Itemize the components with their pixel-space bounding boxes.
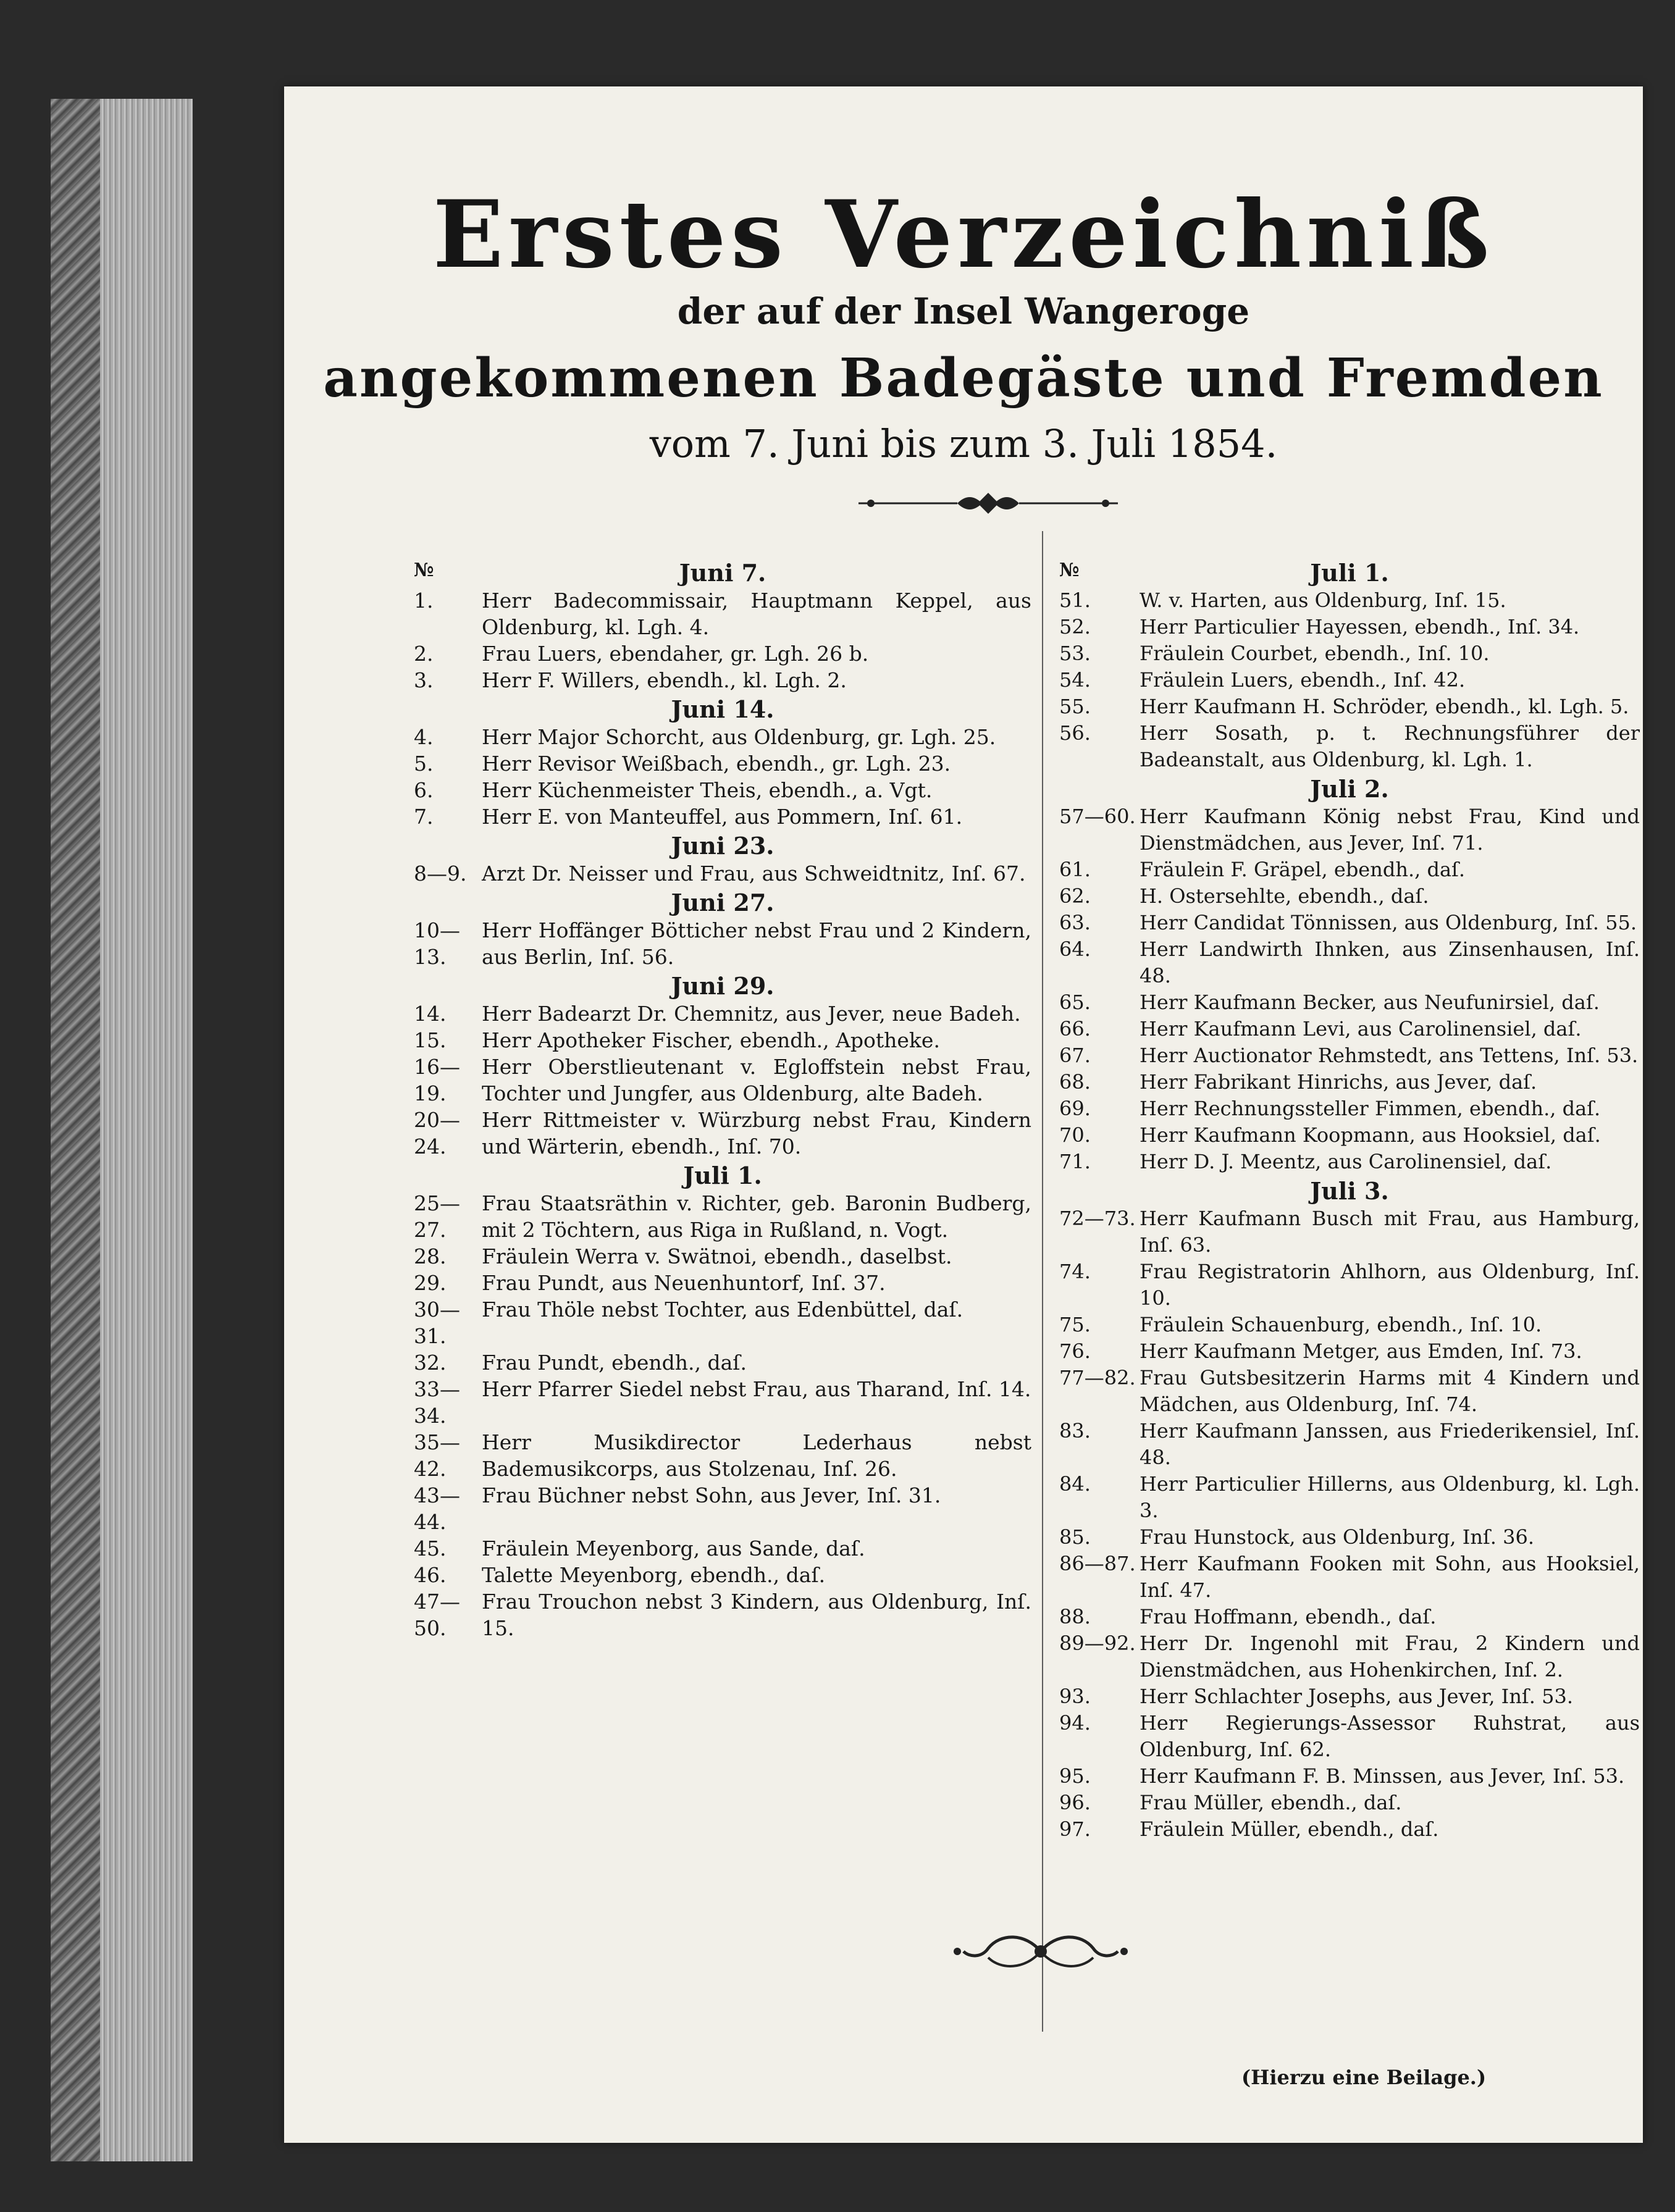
guest-entry bbox=[1059, 640, 1640, 667]
guest-entry bbox=[1059, 1365, 1640, 1418]
guest-entry bbox=[1059, 587, 1640, 614]
entry-number: 45. bbox=[414, 1536, 447, 1561]
entry-text: Herr Kaufmann Busch mit Frau, aus Hamburg, Inſ. 63. bbox=[1140, 1207, 1640, 1257]
entry-text: Herr Sosath, p. t. Rechnungsführer der Badeanstalt, aus Oldenburg, kl. Lgh. 1. bbox=[1140, 721, 1640, 771]
entry-number: 97. bbox=[1059, 1817, 1091, 1841]
guest-entry bbox=[414, 1535, 1031, 1562]
entry-text: Herr Musikdirector Lederhaus nebst Bademusikcorps, aus Stolzenau, Inſ. 26. bbox=[482, 1430, 1031, 1481]
entry-number: 85. bbox=[1059, 1525, 1091, 1549]
entry-text: Fräulein Meyenborg, aus Sande, daſ. bbox=[482, 1536, 865, 1561]
guest-entry bbox=[1059, 1604, 1640, 1630]
entry-text: Herr F. Willers, ebendh., kl. Lgh. 2. bbox=[482, 668, 847, 692]
guest-entry bbox=[414, 1562, 1031, 1588]
guest-entry bbox=[414, 803, 1031, 830]
entry-number: 35—42. bbox=[414, 1430, 460, 1481]
entry-number: 75. bbox=[1059, 1313, 1091, 1336]
guest-entry bbox=[414, 1243, 1031, 1270]
date-heading: Juli 1. bbox=[683, 1162, 762, 1189]
entry-text: Herr Rechnungssteller Fimmen, ebendh., daſ. bbox=[1140, 1097, 1601, 1120]
date-heading: Juli 2. bbox=[1310, 775, 1389, 803]
entry-number: 63. bbox=[1059, 911, 1091, 934]
subtitle-date-range: vom 7. Juni bis zum 3. Juli 1854. bbox=[649, 421, 1278, 466]
entry-text: H. Ostersehlte, ebendh., daſ. bbox=[1140, 884, 1429, 908]
guest-entry bbox=[414, 1429, 1031, 1482]
entry-text: Herr D. J. Meentz, aus Carolinensiel, daſ. bbox=[1140, 1150, 1552, 1173]
guest-entry bbox=[1059, 1790, 1640, 1816]
left-section-list bbox=[414, 559, 1031, 1641]
entry-number: 30—31. bbox=[414, 1297, 460, 1348]
entry-number: 68. bbox=[1059, 1070, 1091, 1094]
entry-number: 16—19. bbox=[414, 1055, 460, 1105]
entry-number: 20—24. bbox=[414, 1108, 460, 1158]
entry-number: 71. bbox=[1059, 1150, 1091, 1173]
entry-number: 86—87. bbox=[1059, 1552, 1136, 1575]
guest-entry bbox=[1059, 1312, 1640, 1338]
entry-number: 94. bbox=[1059, 1711, 1091, 1735]
entry-text: Fräulein Müller, ebendh., daſ. bbox=[1140, 1817, 1439, 1841]
entry-text: Herr Regierungs-Assessor Ruhstrat, aus Oldenburg, Inſ. 62. bbox=[1140, 1711, 1640, 1761]
date-heading: Juni 7. bbox=[679, 559, 766, 587]
guest-entry bbox=[1059, 720, 1640, 773]
guest-entry bbox=[1059, 857, 1640, 883]
guest-entry bbox=[414, 724, 1031, 750]
guest-entry bbox=[1059, 1763, 1640, 1790]
guest-entry bbox=[1059, 910, 1640, 936]
guest-entry bbox=[414, 1588, 1031, 1641]
guest-entry bbox=[414, 1270, 1031, 1296]
entry-number: 88. bbox=[1059, 1605, 1091, 1628]
entry-text: Frau Registratorin Ahlhorn, aus Oldenburg, Inſ. 10. bbox=[1140, 1260, 1640, 1310]
entry-text: Herr Badearzt Dr. Chemnitz, aus Jever, neue Badeh. bbox=[482, 1002, 1021, 1026]
entry-text: Herr Fabrikant Hinrichs, aus Jever, daſ. bbox=[1140, 1070, 1537, 1094]
entry-number: 65. bbox=[1059, 991, 1091, 1014]
guest-entry bbox=[1059, 1816, 1640, 1843]
entry-number: 95. bbox=[1059, 1764, 1091, 1788]
right-section-list bbox=[1059, 559, 1640, 1843]
guest-entry bbox=[1059, 614, 1640, 640]
guest-entry bbox=[1059, 1551, 1640, 1604]
entry-number: 1. bbox=[414, 589, 434, 613]
entry-number: 83. bbox=[1059, 1419, 1091, 1443]
entry-number: 72—73. bbox=[1059, 1207, 1136, 1230]
entry-text: Fräulein Luers, ebendh., Inſ. 42. bbox=[1140, 668, 1466, 692]
entry-text: Frau Pundt, ebendh., daſ. bbox=[482, 1351, 747, 1375]
guest-entry bbox=[414, 1349, 1031, 1376]
entry-text: Frau Hoffmann, ebendh., daſ. bbox=[1140, 1605, 1437, 1628]
entry-number: 15. bbox=[414, 1028, 447, 1052]
entry-number: 46. bbox=[414, 1563, 447, 1587]
date-heading: Juni 29. bbox=[671, 972, 775, 1000]
column-divider bbox=[1042, 531, 1043, 2032]
date-heading: Juli 3. bbox=[1310, 1177, 1389, 1205]
entry-number: 74. bbox=[1059, 1260, 1091, 1283]
entry-text: Herr Candidat Tönnissen, aus Oldenburg, Inſ. 55. bbox=[1140, 911, 1637, 934]
guest-entry bbox=[1059, 803, 1640, 857]
entry-text: Herr Kaufmann Koopmann, aus Hooksiel, daſ. bbox=[1140, 1123, 1601, 1147]
guest-entry bbox=[1059, 1149, 1640, 1175]
guest-entry bbox=[414, 1054, 1031, 1107]
entry-number: 56. bbox=[1059, 721, 1091, 745]
entry-text: Herr Kaufmann H. Schröder, ebendh., kl. Lgh. 5. bbox=[1140, 695, 1629, 718]
guest-entry bbox=[1059, 1630, 1640, 1683]
entry-text: Fräulein Schauenburg, ebendh., Inſ. 10. bbox=[1140, 1313, 1542, 1336]
entry-text: Fräulein F. Gräpel, ebendh., daſ. bbox=[1140, 858, 1466, 881]
entry-text: Herr Kaufmann Metger, aus Emden, Inſ. 73. bbox=[1140, 1339, 1582, 1363]
entry-number: 4. bbox=[414, 725, 434, 749]
page-title: Erstes Verzeichniß bbox=[432, 180, 1495, 289]
guest-entry bbox=[1059, 667, 1640, 693]
guest-entry bbox=[414, 917, 1031, 970]
entry-number: 62. bbox=[1059, 884, 1091, 908]
entry-number: 43—44. bbox=[414, 1483, 460, 1534]
entry-number: 70. bbox=[1059, 1123, 1091, 1147]
entry-number: 47—50. bbox=[414, 1590, 460, 1640]
entry-text: Fräulein Werra v. Swätnoi, ebendh., daselbst. bbox=[482, 1244, 952, 1268]
guest-entry bbox=[414, 667, 1031, 693]
guest-entry bbox=[414, 1190, 1031, 1243]
entry-text: Herr Kaufmann Janssen, aus Friederikensiel, Inſ. 48. bbox=[1140, 1419, 1640, 1469]
guest-entry bbox=[1059, 1471, 1640, 1524]
guest-entry bbox=[1059, 1042, 1640, 1069]
ornament-rule-icon bbox=[858, 488, 1118, 519]
entry-number: 10—13. bbox=[414, 918, 460, 969]
subtitle-island: der auf der Insel Wangeroge bbox=[677, 290, 1250, 332]
entry-number: 69. bbox=[1059, 1097, 1091, 1120]
guest-entry bbox=[414, 777, 1031, 803]
date-heading: Juni 27. bbox=[671, 889, 775, 916]
entry-text: Herr Apotheker Fischer, ebendh., Apotheke. bbox=[482, 1028, 940, 1052]
floral-vignette-icon bbox=[939, 1927, 1143, 1976]
entry-number: 7. bbox=[414, 805, 434, 829]
entry-number: 32. bbox=[414, 1351, 447, 1375]
guest-entry bbox=[414, 1107, 1031, 1160]
entry-number: 33—34. bbox=[414, 1377, 460, 1428]
guest-entry bbox=[1059, 1338, 1640, 1365]
guest-entry bbox=[1059, 1418, 1640, 1471]
document-page bbox=[284, 86, 1643, 2143]
entry-number: 76. bbox=[1059, 1339, 1091, 1363]
guest-entry bbox=[414, 640, 1031, 667]
guest-entry bbox=[1059, 693, 1640, 720]
entry-number: 51. bbox=[1059, 589, 1091, 612]
guest-entry bbox=[1059, 936, 1640, 989]
date-heading: Juni 14. bbox=[671, 695, 775, 723]
entry-text: Herr Schlachter Josephs, aus Jever, Inſ. 53. bbox=[1140, 1685, 1573, 1708]
guest-entry bbox=[1059, 1016, 1640, 1042]
entry-number: 54. bbox=[1059, 668, 1091, 692]
entry-number: 53. bbox=[1059, 642, 1091, 665]
guest-entry bbox=[1059, 1710, 1640, 1763]
guest-entry bbox=[414, 750, 1031, 777]
entry-text: Frau Hunstock, aus Oldenburg, Inſ. 36. bbox=[1140, 1525, 1535, 1549]
entry-number: 6. bbox=[414, 778, 434, 802]
entry-text: Herr Rittmeister v. Würzburg nebst Frau, Kindern und Wärterin, ebendh., Inſ. 70. bbox=[482, 1108, 1031, 1158]
entry-text: Frau Müller, ebendh., daſ. bbox=[1140, 1791, 1402, 1814]
guest-entry bbox=[1059, 883, 1640, 910]
guest-entry bbox=[1059, 1205, 1640, 1259]
entry-text: Herr Revisor Weißbach, ebendh., gr. Lgh. 23. bbox=[482, 752, 951, 776]
entry-number: 84. bbox=[1059, 1472, 1091, 1496]
entry-text: Frau Gutsbesitzerin Harms mit 4 Kindern und Mädchen, aus Oldenburg, Inſ. 74. bbox=[1140, 1366, 1640, 1416]
entry-text: Herr Küchenmeister Theis, ebendh., a. Vgt. bbox=[482, 778, 933, 802]
entry-text: Fräulein Courbet, ebendh., Inſ. 10. bbox=[1140, 642, 1490, 665]
entry-text: Herr Kaufmann Levi, aus Carolinensiel, daſ. bbox=[1140, 1017, 1582, 1041]
guest-entry bbox=[414, 587, 1031, 640]
footnote: (Hierzu eine Beilage.) bbox=[1241, 2066, 1487, 2089]
guest-entry bbox=[1059, 1259, 1640, 1312]
entry-text: Herr Particulier Hillerns, aus Oldenburg, kl. Lgh. 3. bbox=[1140, 1472, 1640, 1522]
entry-text: Herr Particulier Hayessen, ebendh., Inſ. 34. bbox=[1140, 615, 1580, 639]
guest-entry bbox=[1059, 1683, 1640, 1710]
entry-text: W. v. Harten, aus Oldenburg, Inſ. 15. bbox=[1140, 589, 1506, 612]
entry-text: Frau Thöle nebst Tochter, aus Edenbüttel, daſ. bbox=[482, 1297, 963, 1322]
guest-entry bbox=[414, 1027, 1031, 1054]
entry-number: 29. bbox=[414, 1271, 447, 1295]
entry-text: Herr Badecommissair, Hauptmann Keppel, aus Oldenburg, kl. Lgh. 4. bbox=[482, 589, 1031, 639]
entry-text: Herr Kaufmann Becker, aus Neufunirsiel, daſ. bbox=[1140, 991, 1600, 1014]
guest-entry bbox=[1059, 1524, 1640, 1551]
entry-number: 89—92. bbox=[1059, 1632, 1136, 1655]
entry-number: 5. bbox=[414, 752, 434, 776]
entry-number: 25—27. bbox=[414, 1191, 460, 1242]
guest-entry bbox=[1059, 1096, 1640, 1122]
entry-text: Frau Staatsräthin v. Richter, geb. Baronin Budberg, mit 2 Töchtern, aus Riga in Rußland, n. Vogt. bbox=[482, 1191, 1031, 1242]
entry-number: 14. bbox=[414, 1002, 447, 1026]
entry-text: Frau Pundt, aus Neuenhuntorf, Inſ. 37. bbox=[482, 1271, 886, 1295]
entry-number: 55. bbox=[1059, 695, 1091, 718]
guest-entry bbox=[414, 1376, 1031, 1429]
entry-number: 66. bbox=[1059, 1017, 1091, 1041]
entry-text: Herr Pfarrer Siedel nebst Frau, aus Tharand, Inſ. 14. bbox=[482, 1377, 1031, 1401]
entry-text: Frau Trouchon nebst 3 Kindern, aus Oldenburg, Inſ. 15. bbox=[482, 1590, 1031, 1640]
entry-text: Herr Dr. Ingenohl mit Frau, 2 Kindern und Dienstmädchen, aus Hohenkirchen, Inſ. 2. bbox=[1140, 1632, 1640, 1682]
marbled-cover bbox=[51, 99, 100, 2161]
entry-text: Herr Kaufmann F. B. Minssen, aus Jever, Inſ. 53. bbox=[1140, 1764, 1625, 1788]
entry-text: Herr E. von Manteuffel, aus Pommern, Inſ. 61. bbox=[482, 805, 963, 829]
entry-number: 61. bbox=[1059, 858, 1091, 881]
guest-entry bbox=[1059, 989, 1640, 1016]
entry-number: 93. bbox=[1059, 1685, 1091, 1708]
entry-text: Herr Major Schorcht, aus Oldenburg, gr. Lgh. 25. bbox=[482, 725, 996, 749]
entry-number: 64. bbox=[1059, 937, 1091, 961]
date-heading: Juli 1. bbox=[1310, 559, 1389, 587]
entry-number: 52. bbox=[1059, 615, 1091, 639]
guest-entry bbox=[1059, 1069, 1640, 1096]
left-column: № Juni 7. 1. Herr Badecommissair, Hauptmann Keppel, aus Oldenburg, kl. Lgh. 4. 2. Frau Luers, ebendaher, gr. Lgh. 26 b. 3. Herr F. Willers, ebendh., kl. Lgh. 2. Juni 14. 4. Herr Major Schorcht, aus Oldenburg, gr. Lgh. 25. 5. Herr Revisor Weißbach, ebendh., gr. Lgh. 23. 6. Herr Küchenmeister Theis, ebendh., a. Vgt. 7. Herr E. von Manteuffel, aus Pommern, Inſ. 61. Juni 23. 8—9. Arzt Dr. Neisser und Frau, aus Schweidtnitz, Inſ. 67. Juni 27. 10—13. Herr Hoffänger Bötticher nebst Frau und 2 Kindern, aus Berlin, Inſ. 56. Juni 29. 14. Herr Badearzt Dr. Chemnitz, aus Jever, neue Badeh. 15. Herr Apotheker Fischer, ebendh., Apotheke. 16—19. Herr Oberstlieutenant v. Egloffstein nebst Frau, Tochter und Jungfer, aus Oldenburg, alte Badeh. 20—24. Herr Rittmeister v. Würzburg nebst Frau, Kindern und Wärterin, ebendh., Inſ. 70. Juli 1. 25—27. Frau Staatsräthin v. Richter, geb. Baronin Budberg, mit 2 Töchtern, aus Riga in Rußland, n. Vogt. 28. Fräulein Werra v. Swätnoi, ebendh., daselbst. 29. Frau Pundt, aus Neuenhuntorf, Inſ. 37. 30—31. Frau Thöle nebst Tochter, aus Edenbüttel, daſ. 32. Frau Pundt, ebendh., daſ. 33—34. Herr Pfarrer Siedel nebst Frau, aus Tharand, Inſ. 14. 35—42. Herr Musikdirector Lederhaus nebst Bademusikcorps, aus Stolzenau, Inſ. 26. 43—44. Frau Büchner nebst Sohn, aus Jever, Inſ. 31. 45. Fräulein Meyenborg, aus Sande, daſ. 46. Talette Meyenborg, ebendh., daſ. 47—50. Frau Trouchon nebst 3 Kindern, aus Oldenburg, Inſ. 15. bbox=[414, 559, 1031, 1640]
subtitle-guests: angekommenen Badegäste und Fremden bbox=[323, 347, 1604, 409]
entry-number: 77—82. bbox=[1059, 1366, 1136, 1389]
guest-entry bbox=[414, 1000, 1031, 1027]
entry-text: Frau Luers, ebendaher, gr. Lgh. 26 b. bbox=[482, 642, 869, 666]
right-column: № Juli 1. 51. W. v. Harten, aus Oldenburg, Inſ. 15. 52. Herr Particulier Hayessen, ebendh., Inſ. 34. 53. Fräulein Courbet, ebendh., Inſ. 10. 54. Fräulein Luers, ebendh., Inſ. 42. 55. Herr Kaufmann H. Schröder, ebendh., kl. Lgh. 5. 56. Herr Sosath, p. t. Rechnungsführer der Badeanstalt, aus Oldenburg, kl. Lgh. 1. Juli 2. 57—60. Herr Kaufmann König nebst Frau, Kind und Dienstmädchen, aus Jever, Inſ. 71. 61. Fräulein F. Gräpel, ebendh., daſ. 62. H. Ostersehlte, ebendh., daſ. 63. Herr Candidat Tönnissen, aus Oldenburg, Inſ. 55. 64. Herr Landwirth Ihnken, aus Zinsenhausen, Inſ. 48. 65. Herr Kaufmann Becker, aus Neufunirsiel, daſ. 66. Herr Kaufmann Levi, aus Carolinensiel, daſ. 67. Herr Auctionator Rehmstedt, ans Tettens, Inſ. 53. 68. Herr Fabrikant Hinrichs, aus Jever, daſ. 69. Herr Rechnungssteller Fimmen, ebendh., daſ. 70. Herr Kaufmann Koopmann, aus Hooksiel, daſ. 71. Herr D. J. Meentz, aus Carolinensiel, daſ. Juli 3. 72—73. Herr Kaufmann Busch mit Frau, aus Hamburg, Inſ. 63. 74. Frau Registratorin Ahlhorn, aus Oldenburg, Inſ. 10. 75. Fräulein Schauenburg, ebendh., Inſ. 10. 76. Herr Kaufmann Metger, aus Emden, Inſ. 73. 77—82. Frau Gutsbesitzerin Harms mit 4 Kindern und Mädchen, aus Oldenburg, Inſ. 74. 83. Herr Kaufmann Janssen, aus Friederikensiel, Inſ. 48. 84. Herr Particulier Hillerns, aus Oldenburg, kl. Lgh. 3. 85. Frau Hunstock, aus Oldenburg, Inſ. 36. 86—87. Herr Kaufmann Fooken mit Sohn, aus Hooksiel, Inſ. 47. 88. Frau Hoffmann, ebendh., daſ. 89—92. Herr Dr. Ingenohl mit Frau, 2 Kindern und Dienstmädchen, aus Hohenkirchen, Inſ. 2. 93. Herr Schlachter Josephs, aus Jever, Inſ. 53. 94. Herr Regierungs-Assessor Ruhstrat, aus Oldenburg, Inſ. 62. 95. Herr Kaufmann F. B. Minssen, aus Jever, Inſ. 53. 96. Frau Müller, ebendh., daſ. 97. Fräulein Müller, ebendh., daſ. bbox=[1059, 557, 1640, 1843]
entry-number: 28. bbox=[414, 1244, 447, 1268]
entry-number: 2. bbox=[414, 642, 434, 666]
entry-number: 3. bbox=[414, 668, 434, 692]
entry-number: 96. bbox=[1059, 1791, 1091, 1814]
guest-entry bbox=[414, 1296, 1031, 1349]
entry-number: 57—60. bbox=[1059, 805, 1136, 828]
guest-entry bbox=[414, 860, 1031, 887]
guest-entry bbox=[1059, 1122, 1640, 1149]
entry-text: Herr Auctionator Rehmstedt, ans Tettens, Inſ. 53. bbox=[1140, 1044, 1639, 1067]
entry-text: Herr Oberstlieutenant v. Egloffstein nebst Frau, Tochter und Jungfer, aus Oldenburg, alte Badeh. bbox=[482, 1055, 1031, 1105]
entry-text: Talette Meyenborg, ebendh., daſ. bbox=[482, 1563, 826, 1587]
entry-text: Herr Kaufmann König nebst Frau, Kind und Dienstmädchen, aus Jever, Inſ. 71. bbox=[1140, 805, 1640, 855]
entry-number: 67. bbox=[1059, 1044, 1091, 1067]
entry-text: Herr Hoffänger Bötticher nebst Frau und 2 Kindern, aus Berlin, Inſ. 56. bbox=[482, 918, 1031, 969]
entry-number: 8—9. bbox=[414, 861, 467, 886]
entry-text: Arzt Dr. Neisser und Frau, aus Schweidtnitz, Inſ. 67. bbox=[482, 861, 1026, 886]
entry-text: Herr Landwirth Ihnken, aus Zinsenhausen, Inſ. 48. bbox=[1140, 937, 1640, 987]
guest-entry bbox=[414, 1482, 1031, 1535]
date-heading: Juni 23. bbox=[671, 832, 775, 860]
entry-text: Herr Kaufmann Fooken mit Sohn, aus Hooksiel, Inſ. 47. bbox=[1140, 1552, 1640, 1602]
entry-text: Frau Büchner nebst Sohn, aus Jever, Inſ. 31. bbox=[482, 1483, 941, 1507]
